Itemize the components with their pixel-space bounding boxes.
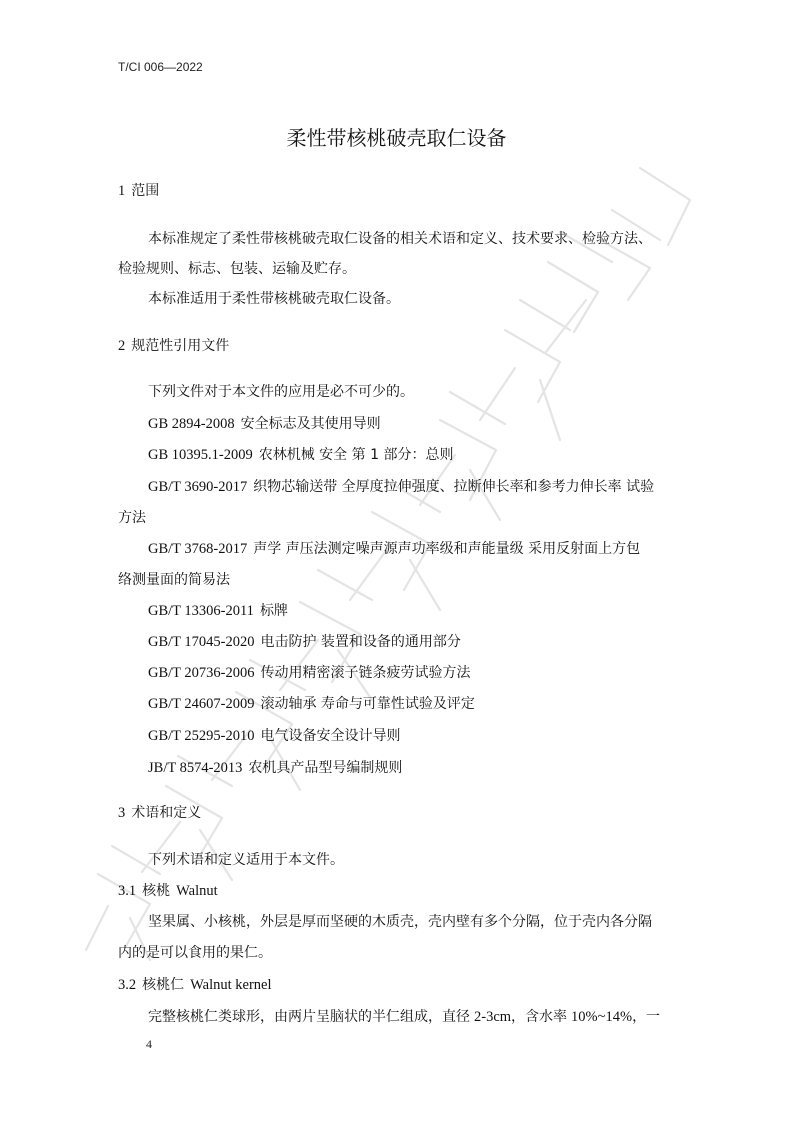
term-chinese: 核桃 (142, 883, 171, 899)
reference-title: 传动用精密滚子链条疲劳试验方法 (260, 665, 471, 681)
document-title: 柔性带核桃破壳取仁设备 (286, 126, 507, 150)
definition-text: 完整核桃仁类球形，由两片呈脑状的半仁组成，直径 (148, 1009, 470, 1025)
reference-title: 电气设备安全设计导则 (260, 728, 401, 744)
reference-title: 滚动轴承 寿命与可靠性试验及评定 (260, 696, 475, 712)
section-heading-normative-references (118, 335, 229, 355)
reference-item-continuation: 络测量面的简易法 (118, 572, 230, 588)
section-number: 3 (118, 805, 126, 821)
reference-title: 电击防护 装置和设备的通用部分 (260, 634, 461, 650)
reference-item (148, 757, 402, 777)
reference-title: 农机具产品型号编制规则 (248, 760, 403, 776)
section-number: 1 (118, 183, 126, 199)
paragraph-line: 本标准适用于柔性带核桃破壳取仁设备。 (148, 291, 400, 307)
definition-text: ，含水率 (511, 1009, 568, 1025)
reference-code: GB/T 3768-2017 (148, 541, 248, 557)
definition-line (148, 1006, 660, 1026)
reference-title: 安全标志及其使用导则 (240, 416, 381, 432)
reference-code: GB/T 17045-2020 (148, 634, 255, 650)
moisture-value: 10%~14% (571, 1009, 633, 1025)
section-title: 规范性引用文件 (131, 338, 230, 354)
reference-item (148, 600, 288, 620)
reference-item (148, 444, 453, 464)
term-entry-walnut-kernel (118, 974, 272, 994)
section-heading-scope (118, 180, 159, 200)
definition-line: 坚果属、小核桃，外层是厚而坚硬的木质壳，壳内壁有多个分隔，位于壳内各分隔 (148, 914, 652, 930)
reference-title: 织物芯输送带 全厚度拉伸强度、拉断伸长率和参考力伸长率 试验 (253, 479, 655, 495)
page-number: 4 (146, 1037, 152, 1051)
reference-item (148, 662, 470, 682)
reference-item-continuation: 方法 (118, 510, 146, 526)
paragraph-line: 检验规则、标志、包装、运输及贮存。 (118, 261, 356, 277)
term-english: Walnut (176, 883, 218, 899)
reference-code: GB/T 25295-2010 (148, 728, 255, 744)
section-title: 范围 (131, 183, 160, 199)
term-number: 3.2 (118, 977, 137, 993)
reference-code: GB/T 13306-2011 (148, 603, 254, 619)
reference-code: GB 2894-2008 (148, 416, 235, 432)
reference-item (148, 631, 461, 651)
definition-text: ，一 (632, 1009, 661, 1025)
section-title: 术语和定义 (131, 805, 202, 821)
term-chinese: 核桃仁 (142, 977, 185, 993)
reference-code: JB/T 8574-2013 (148, 760, 243, 776)
reference-title: 声学 声压法测定噪声源声功率级和声能量级 采用反射面上方包 (253, 541, 641, 557)
reference-code: GB 10395.1-2009 (148, 447, 253, 463)
reference-item (148, 538, 640, 558)
reference-item (148, 725, 400, 745)
term-number: 3.1 (118, 883, 137, 899)
term-entry-walnut (118, 880, 218, 900)
diameter-value: 2-3cm (474, 1009, 512, 1025)
reference-title: 农林机械 安全 第 1 部分：总则 (258, 447, 454, 463)
paragraph-line: 下列术语和定义适用于本文件。 (148, 852, 344, 868)
reference-item (148, 413, 381, 433)
reference-item (148, 476, 654, 496)
section-number: 2 (118, 338, 126, 354)
term-english: Walnut kernel (190, 977, 272, 993)
standard-id: T/CI 006—2022 (118, 60, 203, 74)
reference-code: GB/T 20736-2006 (148, 665, 255, 681)
paragraph-line: 本标准规定了柔性带核桃破壳取仁设备的相关术语和定义、技术要求、检验方法、 (148, 231, 652, 247)
reference-item (148, 693, 475, 713)
paragraph-line: 下列文件对于本文件的应用是必不可少的。 (148, 384, 414, 400)
reference-title: 标牌 (259, 603, 288, 619)
reference-code: GB/T 24607-2009 (148, 696, 255, 712)
section-heading-terms-definitions (118, 802, 201, 822)
definition-line: 内的是可以食用的果仁。 (118, 945, 272, 961)
reference-code: GB/T 3690-2017 (148, 479, 248, 495)
